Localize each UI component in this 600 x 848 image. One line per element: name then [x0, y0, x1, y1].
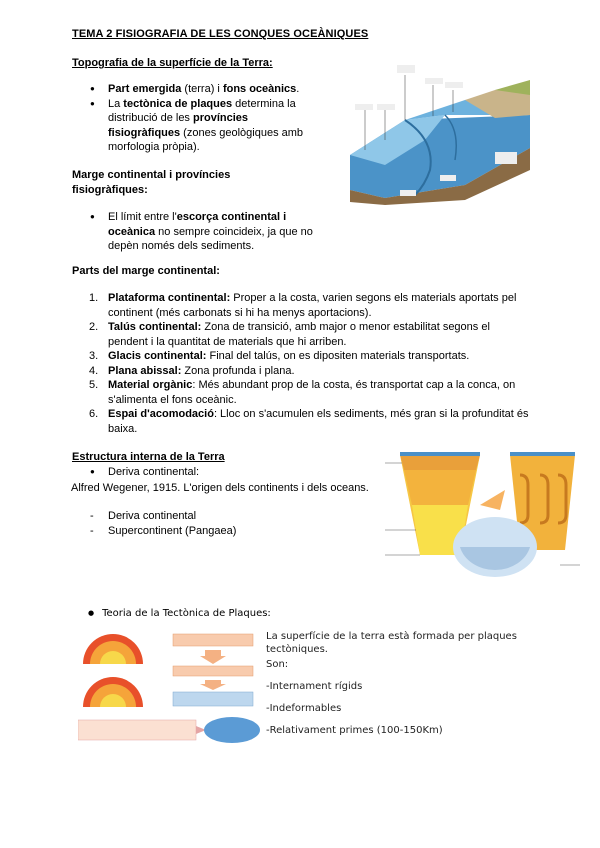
- parts-heading: Parts del marge continental:: [72, 265, 220, 277]
- margin-heading: Marge continental i províncies fisiogràfiques:: [72, 169, 231, 196]
- continental-margin-diagram: [345, 60, 530, 205]
- wegener-line: Alfred Wegener, 1915. L'origen dels continents i dels oceans.: [71, 482, 369, 494]
- list-item: 2. Talús continental: Zona de transició, amb major o menor estabilitat segons el pendent i la quantitat de materials que hi arriben.: [89, 321, 490, 348]
- plate-text-line: Son:: [266, 659, 289, 670]
- list-item: 5. Material orgànic: Més abundant prop de la costa, és transportat cap a la conca, on s'alimenta el fons oceànic.: [89, 379, 516, 406]
- plate-text-line: La superfície de la terra està formada per plaques tectòniques.: [266, 631, 517, 655]
- earth-interior-diagram: [380, 435, 585, 583]
- list-item: 3. Glacis continental: Final del talús, on es dipositen materials transportats.: [89, 350, 470, 362]
- plate-text: [266, 630, 566, 737]
- list-item: ● Deriva continental:: [72, 465, 352, 480]
- plate-text-line: -Internament rígids: [266, 681, 363, 692]
- list-item: - Supercontinent (Pangaea): [72, 524, 322, 539]
- list-item: ● Part emergida (terra) i fons oceànics.: [72, 82, 322, 97]
- plate-tectonics-bullet: ● Teoria de la Tectònica de Plaques:: [88, 608, 271, 619]
- drift-list: [72, 509, 322, 538]
- plate-text-line: -Relativament primes (100-150Km): [266, 725, 443, 736]
- list-item: 1. Plataforma continental: Proper a la costa, varien segons els materials aportats pel continent (més carbonats si hi ha menys aportacions).: [89, 292, 517, 319]
- list-item: 6. Espai d'acomodació: Lloc on s'acumulen els sediments, més gran si la profunditat és baixa.: [89, 408, 529, 435]
- structure-list: [72, 465, 352, 480]
- list-item: 4. Plana abissal: Zona profunda i plana.: [89, 364, 295, 377]
- parts-list: [72, 291, 532, 436]
- margin-list: [72, 210, 322, 254]
- structure-heading: Estructura interna de la Terra: [72, 451, 225, 463]
- list-item: ● La tectònica de plaques determina la distribució de les províncies fisiogràfiques (zones geològiques amb morfologia pròpia).: [72, 97, 322, 155]
- page-title: TEMA 2 FISIOGRAFIA DE LES CONQUES OCEÀNIQUES: [72, 28, 369, 40]
- plate-text-line: -Indeformables: [266, 703, 342, 714]
- topography-heading: Topografia de la superfície de la Terra:: [72, 57, 273, 69]
- list-item: - Deriva continental: [72, 509, 322, 524]
- plate-tectonics-diagram: [78, 632, 263, 744]
- list-item: ● El límit entre l'escorça continental i oceànica no sempre coincideix, ja que no depèn només dels sediments.: [72, 210, 322, 254]
- topography-list: [72, 82, 322, 155]
